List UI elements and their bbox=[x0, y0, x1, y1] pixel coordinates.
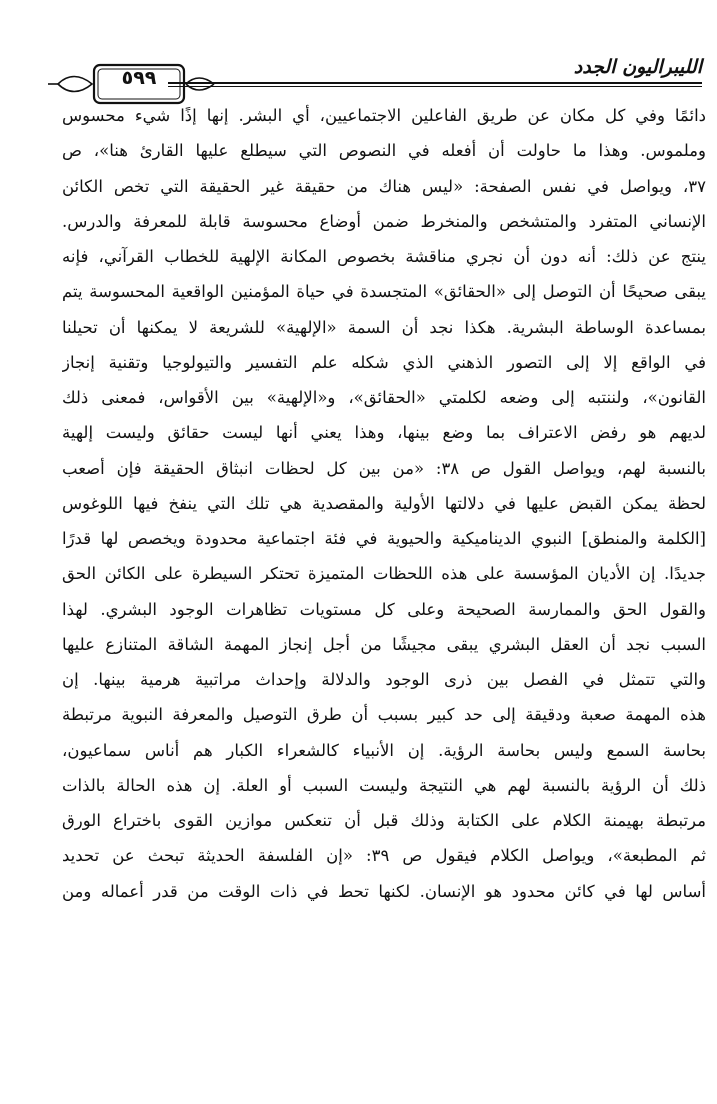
text-line: والقول الحق والممارسة الصحيحة وعلى كل مستويات تظاهرات الوجود البشري. لهذا bbox=[62, 599, 706, 619]
running-header bbox=[18, 52, 702, 98]
text-line: يبقى صحيحًا أن التوصل إلى «الحقائق» المتجسدة في حياة المؤمنين الواقعية المحسوسة يتم bbox=[62, 282, 706, 302]
text-line: بمساعدة الوساطة البشرية. هكذا نجد أن السمة «الإلهية» للشريعة لا يمكنها أن تحيلنا bbox=[62, 317, 706, 337]
ornament-right-flourish-lower bbox=[186, 84, 214, 90]
header-rule-thin bbox=[168, 86, 702, 87]
text-line: دائمًا وفي كل مكان عن طريق الفاعلين الاجتماعيين، أي البشر. إنها إذًا شيء محسوس bbox=[62, 106, 706, 125]
text-line: جديدًا. إن الأديان المؤسسة على هذه اللحظات المتميزة تحتكر السيطرة على الكائن الحق bbox=[62, 564, 706, 584]
header-rule bbox=[168, 82, 702, 84]
text-line: السبب نجد أن العقل البشري يبقى مجيشًا من أجل إنجاز المهمة الشاقة المتنازع عليها bbox=[62, 634, 706, 654]
body-text bbox=[62, 98, 706, 909]
text-line: ينتج عن ذلك: أنه دون أن نجري مناقشة بخصوص المكانة الإلهية للخطاب القرآني، فإنه bbox=[62, 247, 706, 266]
page-number: ٥٩٩ bbox=[121, 67, 157, 89]
ornament-left-flourish bbox=[58, 77, 92, 92]
text-line: هذه المهمة صعبة ودقيقة إلى حد كبير بسبب أن طرق التوصيل والمعرفة النبوية مرتبطة bbox=[62, 705, 706, 725]
text-line: ٣٧، ويواصل في نفس الصفحة: «ليس هناك من حقيقة غير الحقيقة التي تخص الكائن bbox=[62, 176, 706, 196]
text-line: ثم المطبعة»، ويواصل الكلام فيقول ص ٣٩: «إن الفلسفة الحديثة تبحث عن تحديد bbox=[62, 846, 706, 866]
text-line: أساس لها في كائن محدود هو الإنسان. لكنها تحط في ذات الوقت من قدر أعماله ومن bbox=[62, 881, 706, 901]
text-line: لديهم هو رفض الاعتراف بما وضع بينها، وهذا يعني أنها ليست حقائق وليست إلهية bbox=[62, 423, 706, 443]
text-line: ذلك أن الرؤية بالنسبة لهم هي النتيجة وليست السبب أو العلة. إن هذه الحالة بالذات bbox=[62, 775, 706, 795]
text-line: بحاسة السمع وليس بحاسة الرؤية. إن الأنبياء كالشعراء الكبار هم أناس سماعيون، bbox=[62, 740, 706, 760]
text-line: والتي تتمثل في الفصل بين ذرى الوجود والدلالة وإحداث مراتبية هرمية بينها. إن bbox=[62, 670, 706, 689]
ornament-right-flourish bbox=[186, 78, 214, 84]
text-line: القانون»، ولننتبه إلى وضعه لكلمتي «الحقائق»، و«الإلهية» بين الأقواس، فمعنى ذلك bbox=[62, 388, 706, 407]
text-line: مرتبطة بهيمنة الكلام على الكتابة وذلك قبل أن تنعكس موازين القوى باختراع الورق bbox=[62, 811, 706, 830]
running-title: الليبراليون الجدد bbox=[573, 56, 702, 78]
text-line: في الواقع إلا إلى التصور الذهني الذي شكله علم التفسير والتيولوجيا وتقنية إنجاز bbox=[62, 352, 706, 372]
text-line: وملموس. وهذا ما حاولت أن أفعله في النصوص التي سيطلع عليها القارئ هنا»، ص bbox=[62, 141, 706, 161]
text-line: [الكلمة والمنطق] النبوي الديناميكية والحيوية في فئة اجتماعية محدودة ويخصص لها قدرًا bbox=[62, 529, 706, 548]
text-line: لحظة يمكن القبض عليها في دلالتها الأولية والمقصدية هي تلك التي ينفخ فيها اللوغوس bbox=[62, 493, 706, 513]
text-line: بالنسبة لهم، ويواصل القول ص ٣٨: «من بين كل لحظات انبثاق الحقيقة فإن أصعب bbox=[62, 458, 706, 478]
text-line: الإنساني المتفرد والمتشخص والمنخرط ضمن أوضاع محسوسة قابلة للمعرفة والدرس. bbox=[62, 211, 706, 231]
